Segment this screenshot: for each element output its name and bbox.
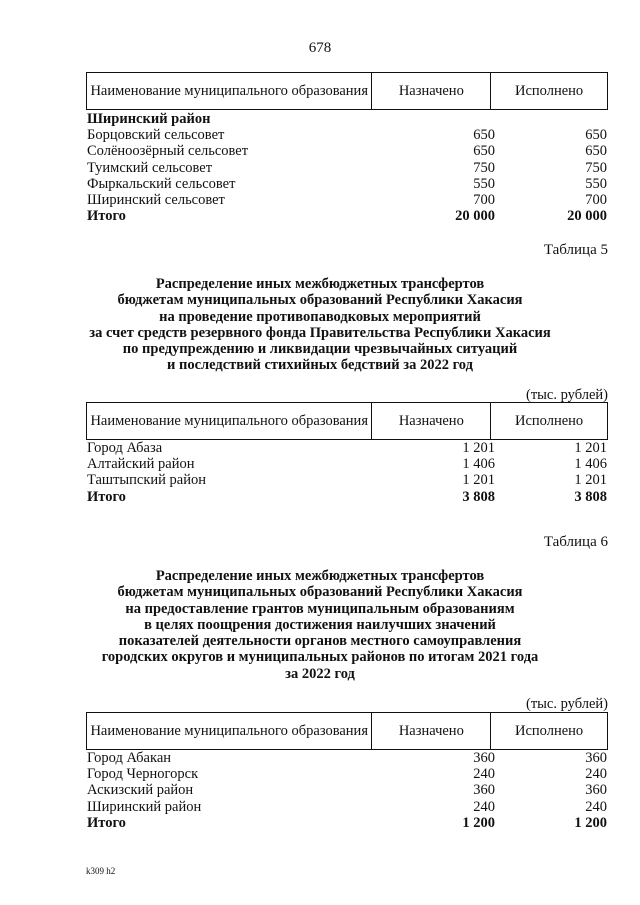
table5-label: Таблица 5 <box>543 242 608 258</box>
row-executed: 1 406 <box>574 456 607 473</box>
table-row <box>86 782 608 798</box>
table-row <box>86 799 608 815</box>
row-name: Город Черногорск <box>87 766 199 783</box>
row-assigned: 360 <box>473 750 495 766</box>
row-executed: 650 <box>585 127 607 144</box>
title-line: за счет средств резервного фонда Правительства Республики Хакасия <box>89 324 551 341</box>
row-assigned: 650 <box>473 143 495 160</box>
row-assigned: 700 <box>473 191 495 208</box>
row-assigned: 360 <box>473 782 495 799</box>
row-executed: 750 <box>585 159 607 176</box>
table6 <box>86 712 608 831</box>
row-name: Город Абакан <box>87 750 172 766</box>
row-executed: 700 <box>585 191 607 208</box>
title-line: бюджетам муниципальных образований Республики Хакасия <box>117 292 523 309</box>
title-line: в целях поощрения достижения наилучших значений <box>144 616 496 633</box>
table-row <box>86 750 608 766</box>
column-executed-header: Исполнено <box>490 403 607 439</box>
total-label: Итого <box>87 488 126 505</box>
total-label: Итого <box>87 814 126 831</box>
row-executed: 360 <box>585 782 607 799</box>
row-assigned: 1 406 <box>462 456 495 473</box>
column-name-header: Наименование муниципального образования <box>90 413 368 429</box>
title-line: на проведение противопаводковых мероприятий <box>159 308 481 325</box>
row-assigned: 240 <box>473 766 495 783</box>
column-assigned-header: Назначено <box>371 403 490 439</box>
row-executed: 360 <box>585 750 607 766</box>
table-row <box>86 440 608 456</box>
total-assigned: 20 000 <box>455 208 495 225</box>
table5 <box>86 402 608 505</box>
row-executed: 1 201 <box>574 440 607 456</box>
table-row <box>86 160 608 176</box>
table-row <box>86 176 608 192</box>
row-name: Ширинский район <box>87 798 202 815</box>
row-executed: 240 <box>585 766 607 783</box>
row-name: Фыркальский сельсовет <box>87 175 236 192</box>
table6-units: (тыс. рублей) <box>526 696 608 712</box>
row-name: Аскизский район <box>87 782 194 799</box>
table-header <box>86 712 608 750</box>
footer-code: k309 h2 <box>86 866 116 876</box>
column-assigned-header: Назначено <box>371 73 490 109</box>
table6-label: Таблица 6 <box>543 534 608 550</box>
row-name: Ширинский сельсовет <box>87 191 225 208</box>
total-executed: 20 000 <box>567 208 607 225</box>
district-name: Ширинский район <box>87 111 211 127</box>
total-row <box>86 489 608 505</box>
total-executed: 3 808 <box>574 488 607 505</box>
table6-title <box>0 568 640 682</box>
row-name: Город Абаза <box>87 440 163 456</box>
table-header <box>86 402 608 440</box>
total-assigned: 1 200 <box>462 814 495 831</box>
table-row <box>86 456 608 472</box>
row-name: Таштыпский район <box>87 472 207 489</box>
total-executed: 1 200 <box>574 814 607 831</box>
table-row <box>86 766 608 782</box>
table-row <box>86 127 608 143</box>
row-executed: 550 <box>585 175 607 192</box>
table-row <box>86 472 608 488</box>
table5-units: (тыс. рублей) <box>526 387 608 403</box>
table-continuation <box>86 72 608 224</box>
column-name-header: Наименование муниципального образования <box>90 83 368 99</box>
total-row <box>86 208 608 224</box>
district-heading <box>86 111 608 127</box>
total-row <box>86 815 608 831</box>
title-line: за 2022 год <box>285 665 355 682</box>
title-line: по предупреждению и ликвидации чрезвычайных ситуаций <box>122 341 518 358</box>
row-executed: 650 <box>585 143 607 160</box>
column-executed-header: Исполнено <box>490 73 607 109</box>
row-assigned: 1 201 <box>462 440 495 456</box>
row-assigned: 550 <box>473 175 495 192</box>
title-line: бюджетам муниципальных образований Республики Хакасия <box>117 584 523 601</box>
row-assigned: 1 201 <box>462 472 495 489</box>
row-executed: 1 201 <box>574 472 607 489</box>
row-assigned: 650 <box>473 127 495 144</box>
row-assigned: 240 <box>473 798 495 815</box>
title-line: городских округов и муниципальных районов по итогам 2021 года <box>101 649 539 666</box>
total-label: Итого <box>87 208 126 225</box>
row-executed: 240 <box>585 798 607 815</box>
row-name: Борцовский сельсовет <box>87 127 225 144</box>
title-line: Распределение иных межбюджетных трансфертов <box>155 568 485 584</box>
title-line: и последствий стихийных бедствий за 2022 год <box>167 357 473 374</box>
column-executed-header: Исполнено <box>490 713 607 749</box>
title-line: Распределение иных межбюджетных трансфертов <box>155 276 485 292</box>
table-header <box>86 72 608 110</box>
total-assigned: 3 808 <box>462 488 495 505</box>
row-assigned: 750 <box>473 159 495 176</box>
page-number: 678 <box>308 40 332 56</box>
title-line: показателей деятельности органов местного самоуправления <box>118 633 522 650</box>
table-row <box>86 192 608 208</box>
column-assigned-header: Назначено <box>371 713 490 749</box>
table-row <box>86 143 608 159</box>
title-line: на предоставление грантов муниципальным образованиям <box>125 600 515 617</box>
row-name: Солёноозёрный сельсовет <box>87 143 249 160</box>
table5-title <box>0 276 640 374</box>
row-name: Туимский сельсовет <box>87 159 213 176</box>
column-name-header: Наименование муниципального образования <box>90 723 368 739</box>
row-name: Алтайский район <box>87 456 195 473</box>
